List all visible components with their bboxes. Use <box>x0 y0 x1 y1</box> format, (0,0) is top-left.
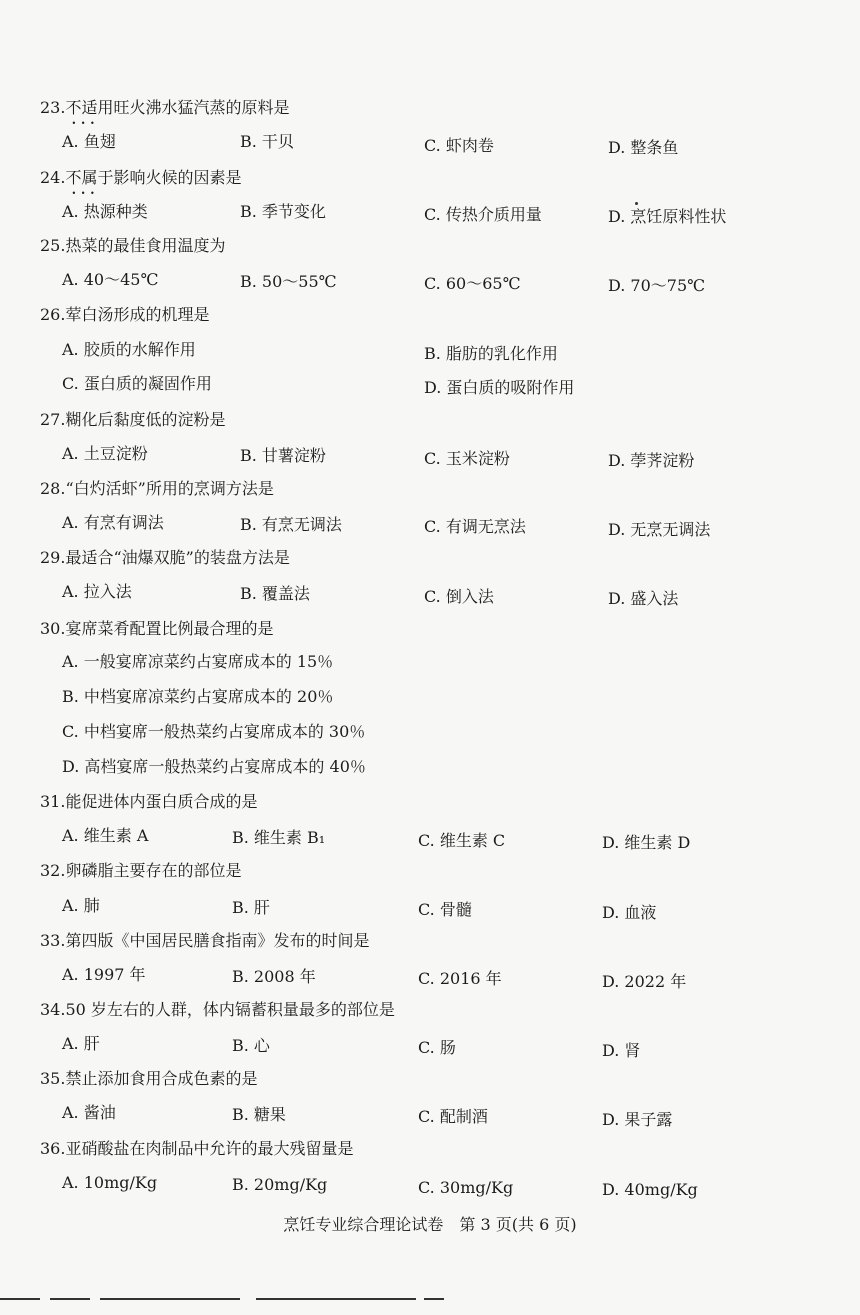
option-b: B. 甘薯淀粉 <box>240 446 326 465</box>
question-29: 29.最适合“油爆双脆”的装盘方法是 <box>40 548 290 567</box>
option-d: D. 烹饪原料性状 <box>608 207 727 226</box>
option-c: C. 60～65℃ <box>424 274 521 293</box>
footer-rule <box>256 1298 416 1300</box>
option-a: A. 拉入法 <box>62 582 132 601</box>
option-a: A. 肝 <box>62 1034 100 1053</box>
option-d: D. 2022 年 <box>602 972 687 991</box>
option-b: B. 维生素 B₁ <box>232 828 326 847</box>
option-d: D. 盛入法 <box>608 589 679 608</box>
option-a: A. 酱油 <box>62 1103 116 1122</box>
page-footer: 烹饪专业综合理论试卷 第 3 页(共 6 页) <box>283 1215 577 1234</box>
option-c: C. 传热介质用量 <box>424 205 542 224</box>
option-b: B. 干贝 <box>240 132 294 151</box>
option-b: B. 2008 年 <box>232 967 316 986</box>
emphasis-text: 不适用 • • • <box>65 98 113 118</box>
option-d: D. 70～75℃ <box>608 276 706 295</box>
option-b: B. 心 <box>232 1036 270 1055</box>
emphasis-text: 不属于 • • • <box>65 168 113 188</box>
option-c: C. 玉米淀粉 <box>424 449 510 468</box>
question-24: 24.不属于 • • •影响火候的因素是 <box>40 168 241 188</box>
option-a: A. 土豆淀粉 <box>62 444 148 463</box>
option-b: B. 中档宴席凉菜约占宴席成本的 20％ <box>62 687 334 706</box>
question-30: 30.宴席菜肴配置比例最合理的是 <box>40 619 274 638</box>
option-d: D. 血液 <box>602 903 657 922</box>
option-a: A. 胶质的水解作用 <box>62 340 196 359</box>
option-a: A. 一般宴席凉菜约占宴席成本的 15％ <box>62 652 334 671</box>
option-b: B. 有烹无调法 <box>240 515 342 534</box>
option-c: C. 骨髓 <box>418 900 472 919</box>
question-27: 27.糊化后黏度低的淀粉是 <box>40 410 226 429</box>
option-c: C. 配制酒 <box>418 1107 488 1126</box>
option-d: D. 肾 <box>602 1041 641 1060</box>
option-d: D. 40mg/Kg <box>602 1180 698 1199</box>
option-d: D. 蛋白质的吸附作用 <box>424 378 575 397</box>
option-c: C. 维生素 C <box>418 831 506 850</box>
option-c: C. 有调无烹法 <box>424 517 526 536</box>
option-a: A. 肺 <box>62 896 100 915</box>
option-c: C. 蛋白质的凝固作用 <box>62 374 212 393</box>
question-33: 33.第四版《中国居民膳食指南》发布的时间是 <box>40 931 370 950</box>
option-a: A. 40～45℃ <box>62 270 159 289</box>
option-c: C. 肠 <box>418 1038 456 1057</box>
option-a: A. 热源种类 <box>62 202 148 221</box>
option-b: B. 糖果 <box>232 1105 286 1124</box>
option-c: C. 中档宴席一般热菜约占宴席成本的 30％ <box>62 722 366 741</box>
question-26: 26.荤白汤形成的机理是 <box>40 305 210 324</box>
question-35: 35.禁止添加食用合成色素的是 <box>40 1069 258 1088</box>
option-a: A. 维生素 A <box>62 826 149 845</box>
scan-speck <box>635 202 638 205</box>
option-b: B. 50～55℃ <box>240 272 337 291</box>
footer-rule <box>100 1298 240 1300</box>
option-d: D. 无烹无调法 <box>608 520 711 539</box>
option-b: B. 20mg/Kg <box>232 1175 328 1194</box>
option-b: B. 季节变化 <box>240 202 326 221</box>
option-c: C. 虾肉卷 <box>424 136 494 155</box>
question-32: 32.卵磷脂主要存在的部位是 <box>40 861 242 880</box>
option-d: D. 整条鱼 <box>608 138 679 157</box>
option-c: C. 倒入法 <box>424 587 494 606</box>
question-36: 36.亚硝酸盐在肉制品中允许的最大残留量是 <box>40 1139 354 1158</box>
footer-rule <box>0 1298 40 1300</box>
option-a: A. 1997 年 <box>62 965 146 984</box>
option-b: B. 肝 <box>232 898 270 917</box>
question-31: 31.能促进体内蛋白质合成的是 <box>40 792 258 811</box>
option-d: D. 维生素 D <box>602 833 691 852</box>
option-a: A. 鱼翅 <box>62 132 116 151</box>
footer-rule <box>424 1298 444 1300</box>
option-d: D. 高档宴席一般热菜约占宴席成本的 40％ <box>62 757 366 776</box>
question-23: 23.不适用 • • •旺火沸水猛汽蒸的原料是 <box>40 98 289 118</box>
option-b: B. 脂肪的乳化作用 <box>424 344 558 363</box>
option-c: C. 2016 年 <box>418 969 502 988</box>
question-34: 34.50 岁左右的人群，体内镉蓄积量最多的部位是 <box>40 1000 395 1019</box>
option-c: C. 30mg/Kg <box>418 1178 514 1197</box>
question-28: 28.“白灼活虾”所用的烹调方法是 <box>40 479 274 498</box>
option-a: A. 10mg/Kg <box>62 1173 158 1192</box>
footer-rule <box>50 1298 90 1300</box>
option-d: D. 荸荠淀粉 <box>608 451 695 470</box>
option-b: B. 覆盖法 <box>240 584 310 603</box>
option-d: D. 果子露 <box>602 1110 673 1129</box>
option-a: A. 有烹有调法 <box>62 513 164 532</box>
question-25: 25.热菜的最佳食用温度为 <box>40 236 226 255</box>
